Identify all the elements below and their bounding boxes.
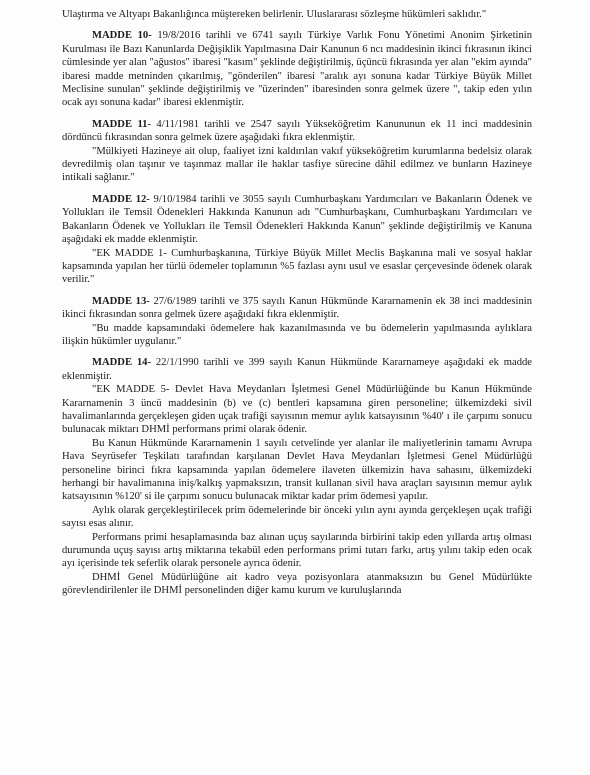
- madde-label: MADDE 14-: [92, 357, 151, 369]
- madde-text: 19/8/2016 tarihli ve 6741 sayılı Türkiye Varlık Fonu Yönetimi Anonim Şirketinin Kurulması ile Bazı Kanunlarda Değişiklik Yapılmasına Dair Kanunun 6 ncı maddesinin ikinci fıkrasının ikinci cümlesinde yer alan "ağustos" ibaresi "kasım" şeklinde değiştirilmiş, üçüncü fıkrasında yer alan "ekim ayında" ibaresi madde metninden çıkarılmış, "gönderilen" ibaresi "aralık ayı sonuna kadar Türkiye Büyük Millet Meclisine sunulan" şeklinde değiştirilmiş ve "üzerinden" ibaresinden sonra gelmek üzere ", takip eden yılın ocak ayı sonuna kadar" ibaresi eklenmiştir.: [62, 30, 532, 109]
- quote-paragraph: "Bu madde kapsamındaki ödemelere hak kazanılmasında ve bu ödemelerin yapılmasında aylıklara ilişkin hükümler uygulanır.": [62, 322, 532, 347]
- quote-paragraph: Bu Kanun Hükmünde Kararnamenin 1 sayılı cetvelinde yer alanlar ile maliyetlerinin tamamı Avrupa Hava Seyrüsefer Teşkilatı tarafından karşılanan Devlet Hava Meydanları İşletmesi Genel Müdürlüğü personeline birinci fıkra kapsamında yapılan ödemelere ilaveten ülkemizin hava sahasını, ülkemizdeki herhangi bir havalimanına iniş/kalkış yapmaksızın, transit kullanan sivil hava araçları sayısının memur aylık katsayısının %120' si ile çarpımı sonucu bulunacak miktar kadar prim ödemesi yapılır.: [62, 437, 532, 503]
- madde-label: MADDE 13-: [92, 295, 150, 307]
- quote-paragraph: DHMİ Genel Müdürlüğüne ait kadro veya pozisyonlara atanmaksızın bu Genel Müdürlükte görevlendirilenler ile DHMİ personelinden diğer kamu kurum ve kuruluşlarında: [62, 571, 532, 597]
- madde-10-paragraph: [62, 29, 532, 109]
- madde-11-paragraph: [62, 118, 532, 145]
- quote-paragraph: Performans primi hesaplamasında baz alınan uçuş sayılarında birbirini takip eden yıllarda artış olması durumunda uçuş sayısı artış miktarına tekabül eden performans primi tutarı farkı, artış yılını takip eden ocak ayı içerisinde tek seferlik olarak personele ayrıca ödenir.: [62, 531, 532, 570]
- quote-paragraph: "EK MADDE 5- Devlet Hava Meydanları İşletmesi Genel Müdürlüğünde bu Kanun Hükmünde Kararnamenin 3 üncü maddesinin (b) ve (c) bentleri kapsamına giren personeline; ülkemizdeki sivil havalimanlarında gerçekleşen giden uçak trafiği sayısının memur aylık katsayısının %40' ı ile çarpımı sonucu bulunacak miktarı DHMİ performans primi olarak ödenir.: [62, 384, 532, 436]
- quote-paragraph: "EK MADDE 1- Cumhurbaşkanına, Türkiye Büyük Millet Meclis Başkanına mali ve sosyal haklar kapsamında yapılan her türlü ödemeler toplamının %5 fazlası aynı usul ve esaslar çerçevesinde ödenek olarak verilir.": [62, 247, 532, 286]
- madde-text: 22/1/1990 tarihli ve 399 sayılı Kanun Hükmünde Kararnameye aşağıdaki ek madde eklenmiştir.: [62, 357, 532, 382]
- madde-text: 9/10/1984 tarihli ve 3055 sayılı Cumhurbaşkanı Yardımcıları ve Bakanların Ödenek ve Yollukları ile Temsil Ödenekleri Hakkında Kanunun adı "Cumhurbaşkanı, Cumhurbaşkanı Yardımcıları ve Bakanların Ödenek ve Yollukları ile Temsil Ödenekleri Hakkında Kanun" şeklinde değiştirilmiş ve Kanuna aşağıdaki ek madde eklenmiştir.: [62, 193, 532, 246]
- madde-13-paragraph: [62, 295, 532, 322]
- madde-text: 4/11/1981 tarihli ve 2547 sayılı Yükseköğretim Kanununun ek 11 inci maddesinin dördüncü fıkrasından sonra gelmek üzere aşağıdaki fıkra eklenmiştir.: [62, 118, 532, 144]
- madde-text: 27/6/1989 tarihli ve 375 sayılı Kanun Hükmünde Kararnamenin ek 38 inci maddesinin ikinci fıkrasından sonra gelmek üzere aşağıdaki fıkra eklenmiştir.: [62, 295, 532, 321]
- madde-12-paragraph: [62, 193, 532, 247]
- madde-label: MADDE 12-: [92, 193, 150, 205]
- madde-label: MADDE 11-: [92, 118, 151, 130]
- quote-paragraph: Aylık olarak gerçekleştirilecek prim ödemelerinde bir önceki yılın aynı ayında gerçekleşen uçak trafiği sayısı esas alınır.: [62, 504, 532, 530]
- madde-label: MADDE 10-: [92, 30, 152, 42]
- madde-14-paragraph: [62, 356, 532, 383]
- document-body: [62, 8, 532, 598]
- continuation-paragraph: Ulaştırma ve Altyapı Bakanlığınca müştereken belirlenir. Uluslararası sözleşme hükümleri saklıdır.": [62, 9, 487, 20]
- quote-paragraph: "Mülkiyeti Hazineye ait olup, faaliyet izni kaldırılan vakıf yükseköğretim kurumlarına bedelsiz olarak devredilmiş olan taşınır ve taşınmaz mallar ile haklar tasfiye sürecine dâhil edilmez ve bunların Hazineye intikali sağlanır.": [62, 145, 532, 184]
